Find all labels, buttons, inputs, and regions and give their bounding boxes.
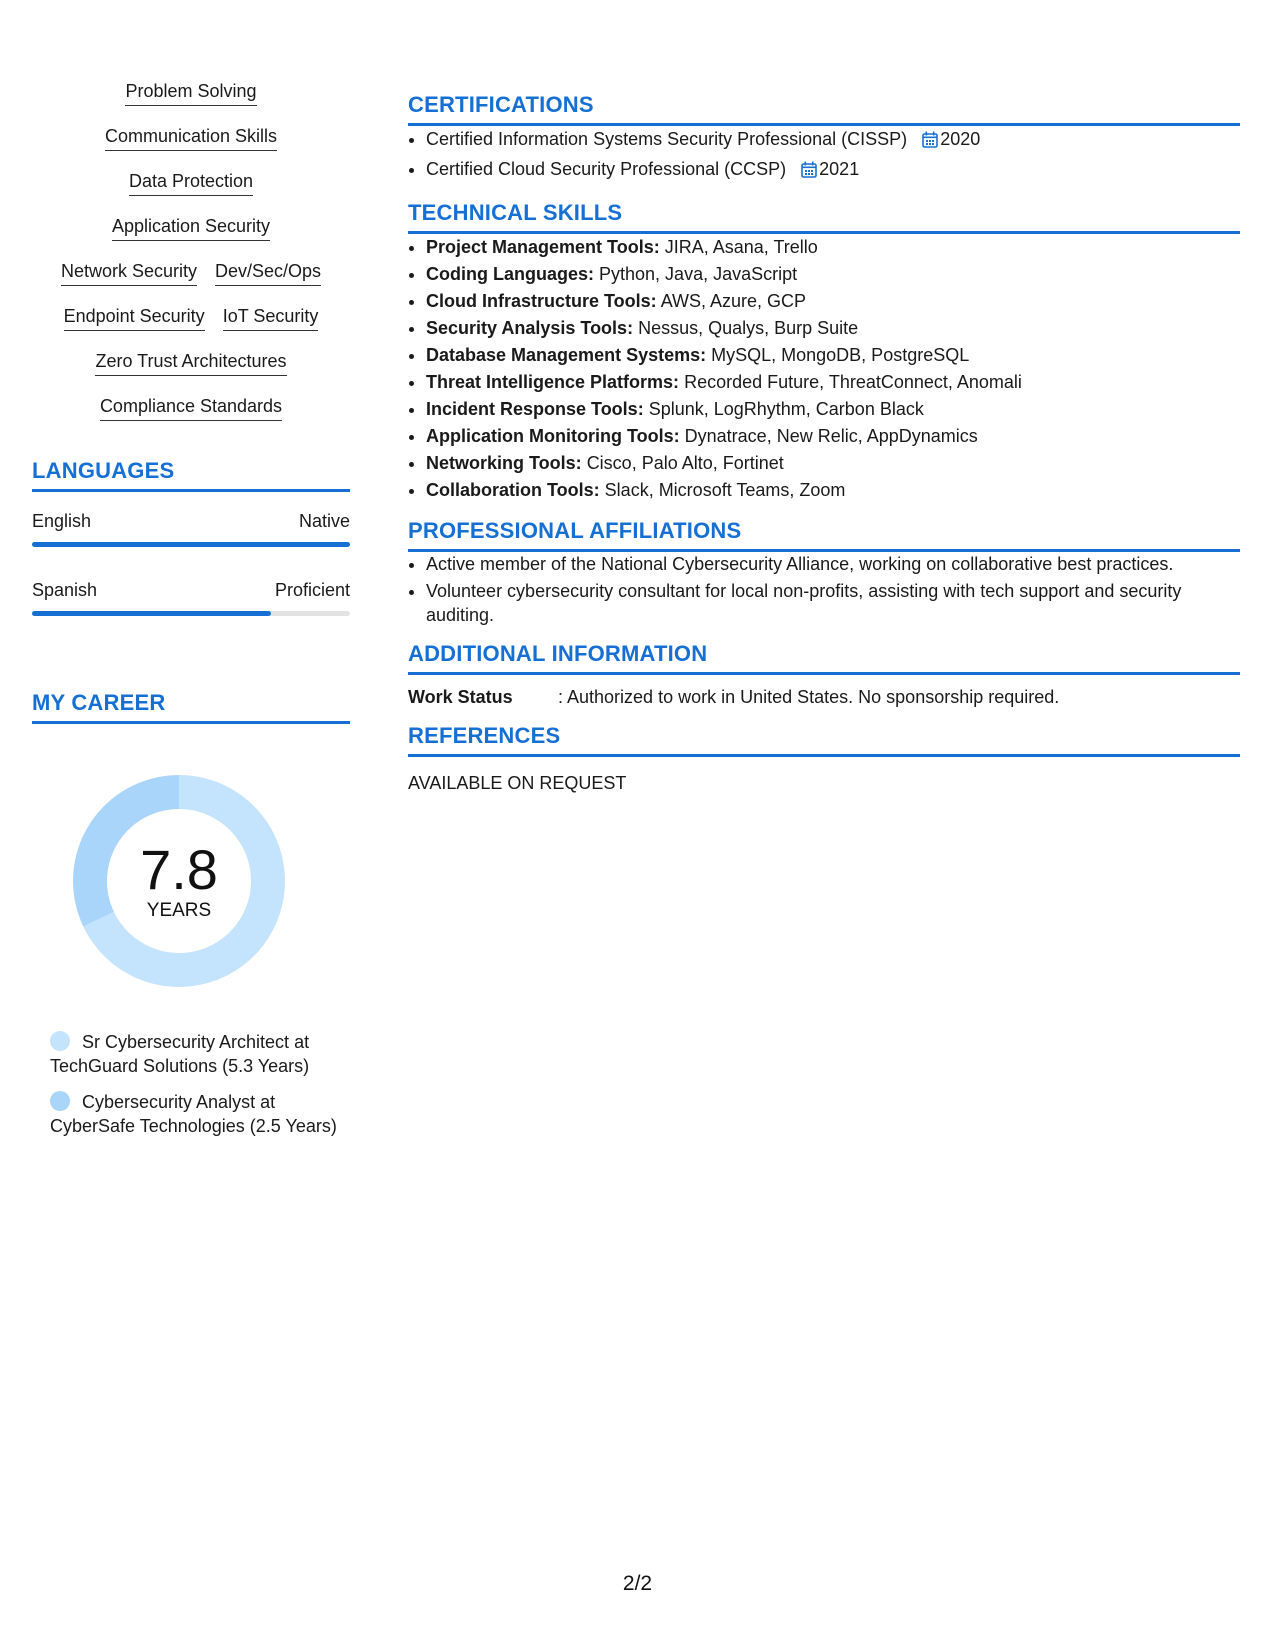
language-item [32, 579, 350, 616]
career-total: 7.8 [140, 838, 218, 901]
skill-tag: Problem Solving [125, 80, 256, 106]
technical-skill-label: Networking Tools: [426, 453, 582, 473]
skill-row [32, 170, 350, 215]
technical-skill-item [426, 234, 1240, 261]
additional-info-section [408, 641, 1240, 709]
affiliations-section [408, 518, 1240, 627]
skill-tag: Data Protection [129, 170, 253, 196]
career-donut-chart [66, 768, 292, 994]
left-column [32, 80, 350, 1150]
technical-skill-value: MySQL, MongoDB, PostgreSQL [711, 345, 970, 365]
legend-text: Sr Cybersecurity Architect at TechGuard Solutions (5.3 Years) [50, 1032, 310, 1076]
legend-item [50, 1030, 340, 1078]
technical-skill-label: Incident Response Tools: [426, 399, 644, 419]
certifications-heading: CERTIFICATIONS [408, 92, 1240, 126]
language-level: Native [298, 511, 350, 531]
skills-list [32, 80, 350, 440]
technical-skill-value: Dynatrace, New Relic, AppDynamics [684, 426, 978, 446]
technical-skills-list [408, 234, 1240, 504]
technical-skill-label: Coding Languages: [426, 264, 594, 284]
legend-item [50, 1090, 340, 1138]
technical-skill-item [426, 315, 1240, 342]
work-status-label: Work Status [408, 687, 513, 707]
calendar-icon [801, 159, 817, 186]
technical-skill-item [426, 261, 1240, 288]
affiliations-list [408, 552, 1240, 627]
additional-info-heading: ADDITIONAL INFORMATION [408, 641, 1240, 675]
skill-tag: Compliance Standards [100, 395, 282, 421]
page-number: 2/2 [622, 1572, 653, 1595]
skill-tag: Zero Trust Architectures [95, 350, 286, 376]
work-status-row [408, 685, 1240, 709]
skill-row [32, 305, 350, 350]
technical-skill-value: Slack, Microsoft Teams, Zoom [604, 480, 846, 500]
technical-skill-item [426, 396, 1240, 423]
language-name: English [32, 511, 92, 531]
legend-dot [50, 1031, 70, 1051]
technical-skill-value: Recorded Future, ThreatConnect, Anomali [684, 372, 1022, 392]
certification-year: 2020 [940, 129, 981, 149]
technical-skill-label: Application Monitoring Tools: [426, 426, 680, 446]
legend-dot [50, 1091, 70, 1111]
affiliations-heading: PROFESSIONAL AFFILIATIONS [408, 518, 1240, 552]
language-bar [32, 542, 350, 547]
skill-row [32, 80, 350, 125]
references-text: AVAILABLE ON REQUEST [408, 773, 627, 793]
skill-row [32, 395, 350, 440]
career-legend [50, 1030, 340, 1138]
skill-row [32, 260, 350, 305]
skill-row [32, 215, 350, 260]
technical-skill-value: Python, Java, JavaScript [599, 264, 798, 284]
language-bar-fill [32, 611, 271, 616]
technical-skill-item [426, 477, 1240, 504]
technical-skill-value: AWS, Azure, GCP [660, 291, 807, 311]
technical-skill-label: Security Analysis Tools: [426, 318, 634, 338]
legend-text: Cybersecurity Analyst at CyberSafe Technologies (2.5 Years) [50, 1092, 337, 1136]
technical-skills-heading: TECHNICAL SKILLS [408, 200, 1240, 234]
language-bar-fill [32, 542, 350, 547]
certification-year: 2021 [819, 159, 860, 179]
skill-row [32, 350, 350, 395]
technical-skill-label: Cloud Infrastructure Tools: [426, 291, 657, 311]
calendar-icon [922, 129, 938, 156]
references-section [408, 723, 1240, 795]
technical-skills-section [408, 200, 1240, 504]
technical-skill-item [426, 450, 1240, 477]
career-section [32, 690, 350, 1138]
technical-skill-label: Project Management Tools: [426, 237, 660, 257]
technical-skill-label: Collaboration Tools: [426, 480, 600, 500]
affiliation-item: • Volunteer cybersecurity consultant for local non-profits, assisting with tech support and security auditing. [426, 579, 1240, 627]
career-unit: YEARS [146, 900, 212, 921]
technical-skill-item [426, 369, 1240, 396]
technical-skill-label: Threat Intelligence Platforms: [426, 372, 680, 392]
work-status-value: : Authorized to work in United States. No sponsorship required. [558, 687, 1060, 707]
languages-heading: LANGUAGES [32, 458, 350, 492]
right-column [408, 92, 1240, 809]
certification-item [426, 156, 1240, 186]
skill-tag: Communication Skills [105, 125, 277, 151]
technical-skill-label: Database Management Systems: [426, 345, 707, 365]
technical-skill-value: Splunk, LogRhythm, Carbon Black [648, 399, 924, 419]
certifications-section [408, 92, 1240, 186]
technical-skill-item [426, 423, 1240, 450]
skill-tag: Application Security [112, 215, 270, 241]
skill-tag: Dev/Sec/Ops [215, 260, 321, 286]
language-item [32, 510, 350, 547]
technical-skill-item [426, 342, 1240, 369]
technical-skill-item [426, 288, 1240, 315]
language-bar [32, 611, 350, 616]
certification-name: Certified Information Systems Security Professional (CISSP) [426, 129, 908, 149]
certification-item [426, 126, 1240, 156]
technical-skill-value: JIRA, Asana, Trello [664, 237, 818, 257]
skill-tag: Network Security [61, 260, 197, 286]
certifications-list [408, 126, 1240, 186]
affiliation-item: • Active member of the National Cybersecurity Alliance, working on collaborative best practices. [426, 552, 1240, 576]
skill-tag: IoT Security [223, 305, 319, 331]
technical-skill-value: Cisco, Palo Alto, Fortinet [586, 453, 784, 473]
references-heading: REFERENCES [408, 723, 1240, 757]
certification-name: Certified Cloud Security Professional (CCSP) [426, 159, 787, 179]
career-heading: MY CAREER [32, 690, 350, 724]
language-name: Spanish [32, 580, 98, 600]
languages-section [32, 458, 350, 616]
language-level: Proficient [274, 580, 350, 600]
skill-tag: Endpoint Security [64, 305, 205, 331]
technical-skill-value: Nessus, Qualys, Burp Suite [638, 318, 859, 338]
skill-row [32, 125, 350, 170]
